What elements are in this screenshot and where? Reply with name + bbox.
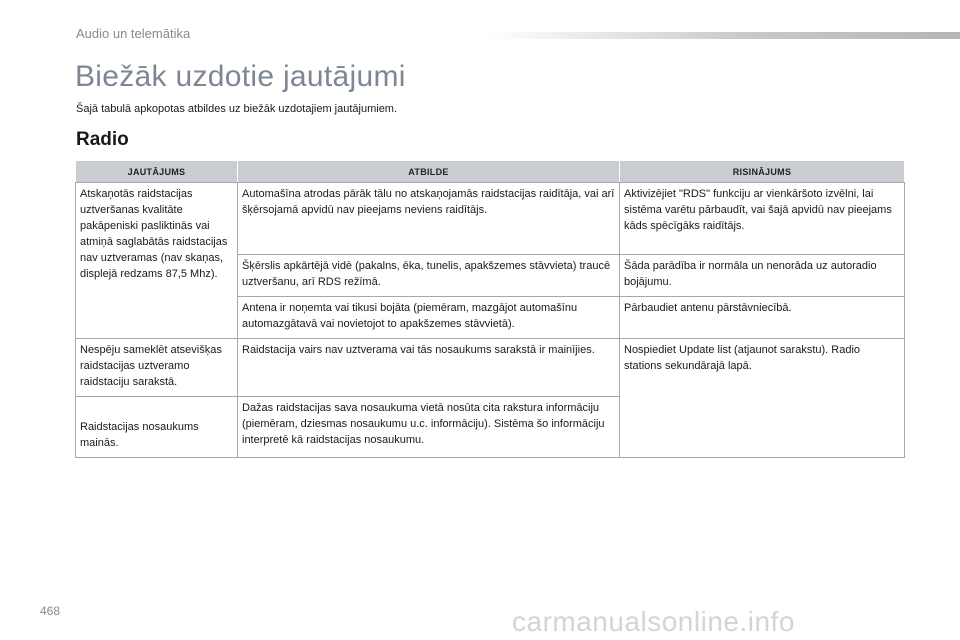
table-row bbox=[76, 183, 905, 255]
section-title: Radio bbox=[76, 129, 129, 150]
answer-cell: Šķērslis apkārtējā vidē (pakalns, ēka, tunelis, apakšzemes stāvvieta) traucē uztveršanu, arī RDS režīmā. bbox=[238, 255, 620, 297]
table-row bbox=[76, 339, 905, 397]
page-title: Biežāk uzdotie jautājumi bbox=[75, 60, 406, 93]
question-cell: Raidstacijas nosaukums mainās. bbox=[76, 397, 238, 458]
question-cell: Nespēju sameklēt atsevišķas raidstacijas uztveramo raidstaciju sarakstā. bbox=[76, 339, 238, 397]
chapter-header: Audio un telemātika bbox=[76, 26, 191, 41]
column-header-question: JAUTĀJUMS bbox=[76, 161, 238, 183]
answer-cell: Dažas raidstacijas sava nosaukuma vietā nosūta cita rakstura informāciju (piemēram, dziesmas nosaukumu u.c. informāciju). Sistēma šo informāciju interpretē kā raidstacijas nosaukumu. bbox=[238, 397, 620, 458]
column-header-answer: ATBILDE bbox=[238, 161, 620, 183]
answer-cell: Automašīna atrodas pārāk tālu no atskaņojamās raidstacijas raidītāja, vai arī šķērsojamā apvidū nav pieejams neviens raidītājs. bbox=[238, 183, 620, 255]
answer-cell: Antena ir noņemta vai tikusi bojāta (piemēram, mazgājot automašīnu automazgātavā vai novietojot to apakšzemes stāvvietā). bbox=[238, 297, 620, 339]
page-number: 468 bbox=[40, 604, 61, 618]
solution-cell: Nospiediet Update list (atjaunot sarakstu). Radio stations sekundārajā lapā. bbox=[620, 339, 905, 458]
solution-cell: Aktivizējiet "RDS" funkciju ar vienkāršoto izvēlni, lai sistēma varētu pārbaudīt, vai šajā apvidū nav pieejams kāds spēcīgāks raidītājs. bbox=[620, 183, 905, 255]
question-cell: Atskaņotās raidstacijas uztveršanas kvalitāte pakāpeniski pasliktinās vai atmiņā saglabātās raidstacijas nav uztveramas (nav skaņas, displejā redzams 87,5 Mhz). bbox=[76, 183, 238, 339]
column-header-solution: RISINĀJUMS bbox=[620, 161, 905, 183]
header-rule bbox=[486, 32, 960, 39]
intro-text: Šajā tabulā apkopotas atbildes uz biežāk uzdotajiem jautājumiem. bbox=[76, 103, 398, 115]
faq-table bbox=[75, 160, 905, 458]
solution-cell: Šāda parādība ir normāla un nenorāda uz autoradio bojājumu. bbox=[620, 255, 905, 297]
table-header-row bbox=[76, 161, 905, 183]
answer-cell: Raidstacija vairs nav uztverama vai tās nosaukums sarakstā ir mainījies. bbox=[238, 339, 620, 397]
watermark: carmanualsonline.info bbox=[512, 606, 795, 637]
solution-cell: Pārbaudiet antenu pārstāvniecībā. bbox=[620, 297, 905, 339]
